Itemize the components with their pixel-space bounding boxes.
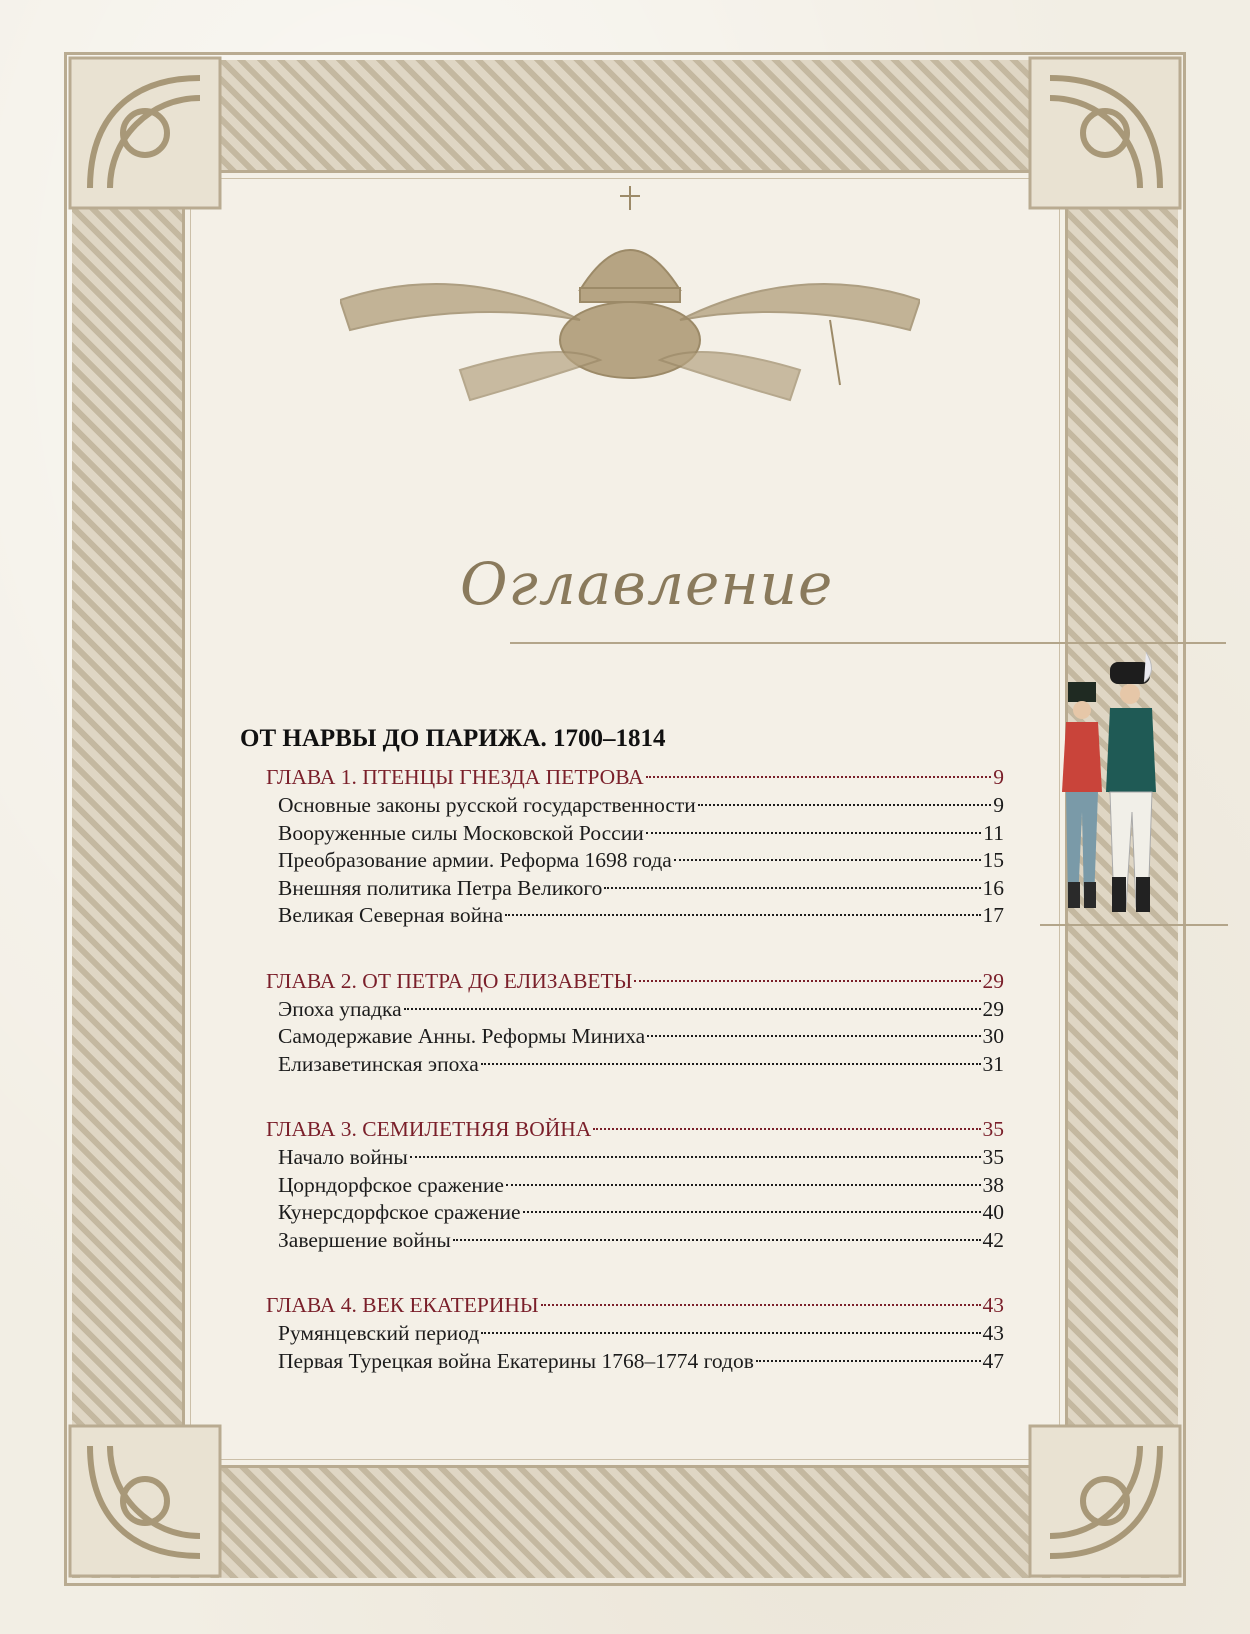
page-number: 31	[982, 1051, 1004, 1076]
chapter-block	[240, 1290, 1004, 1375]
page-number: 35	[982, 1145, 1004, 1169]
page-number: 15	[982, 848, 1004, 872]
crown-trophy-ornament-icon	[340, 170, 920, 410]
section-entry[interactable]	[240, 1348, 1004, 1376]
dot-leader	[481, 1063, 981, 1065]
section-title: Завершение войны	[278, 1227, 451, 1252]
page-title: Оглавление	[460, 550, 834, 618]
dot-leader	[541, 1304, 981, 1306]
page-number: 9	[993, 765, 1004, 789]
page-number: 9	[993, 793, 1004, 817]
chapter-entry[interactable]	[240, 762, 1004, 792]
dot-leader	[646, 832, 982, 834]
dot-leader	[646, 776, 992, 778]
section-entry[interactable]	[240, 820, 1004, 848]
page-number: 38	[982, 1172, 1004, 1197]
page-number: 47	[982, 1348, 1004, 1373]
heading-divider	[510, 642, 1226, 644]
dot-leader	[698, 804, 991, 806]
section-title: Первая Турецкая война Екатерины 1768–1774 годов	[278, 1348, 754, 1373]
section-title: Кунерсдорфское сражение	[278, 1200, 521, 1224]
dot-leader	[481, 1332, 980, 1334]
section-title: Великая Северная война	[278, 903, 504, 927]
page-number: 11	[983, 820, 1004, 845]
page-number: 43	[982, 1293, 1004, 1317]
section-title: Начало войны	[278, 1145, 408, 1169]
chapter-block	[240, 762, 1004, 930]
section-entry[interactable]	[240, 1227, 1004, 1255]
dot-leader	[647, 1035, 980, 1037]
dot-leader	[604, 887, 980, 889]
page-number: 17	[982, 903, 1004, 927]
section-entry[interactable]	[240, 996, 1004, 1024]
chapter-entry[interactable]	[240, 1114, 1004, 1144]
dot-leader	[505, 914, 980, 916]
corner-flourish-icon	[1020, 48, 1190, 218]
section-title: Эпоха упадка	[278, 996, 402, 1021]
section-entry[interactable]	[240, 1051, 1004, 1079]
section-title: Цорндорфское сражение	[278, 1172, 504, 1197]
table-of-contents	[240, 722, 1004, 1411]
dot-leader	[634, 980, 980, 982]
page-number: 30	[982, 1024, 1004, 1048]
section-entry[interactable]	[240, 792, 1004, 820]
corner-flourish-icon	[60, 1416, 230, 1586]
section-entry[interactable]	[240, 1172, 1004, 1200]
part-title: ОТ НАРВЫ ДО ПАРИЖА. 1700–1814	[240, 725, 666, 752]
chapter-block	[240, 1114, 1004, 1254]
section-title: Преобразование армии. Реформа 1698 года	[278, 848, 672, 872]
chapter-title: ГЛАВА 4. ВЕК ЕКАТЕРИНЫ	[266, 1293, 539, 1317]
page-number: 16	[982, 875, 1004, 900]
section-entry[interactable]	[240, 1144, 1004, 1172]
page-number: 29	[982, 996, 1004, 1021]
section-entry[interactable]	[240, 1199, 1004, 1227]
dot-leader	[453, 1239, 981, 1241]
page-number: 35	[982, 1117, 1004, 1141]
chapter-block	[240, 966, 1004, 1079]
page-number: 43	[982, 1321, 1004, 1345]
section-entry[interactable]	[240, 875, 1004, 903]
chapter-entry[interactable]	[240, 966, 1004, 996]
chapter-title: ГЛАВА 3. СЕМИЛЕТНЯЯ ВОЙНА	[266, 1117, 592, 1141]
page-number: 29	[982, 968, 1004, 993]
dot-leader	[593, 1128, 980, 1130]
page-number: 40	[982, 1200, 1004, 1224]
section-entry[interactable]	[240, 902, 1004, 930]
chapter-entry[interactable]	[240, 1290, 1004, 1320]
dot-leader	[756, 1360, 981, 1362]
corner-flourish-icon	[1020, 1416, 1190, 1586]
page-number: 42	[982, 1227, 1004, 1252]
dot-leader	[410, 1156, 981, 1158]
soldiers-illustration-icon	[1048, 652, 1200, 924]
chapter-title: ГЛАВА 1. ПТЕНЦЫ ГНЕЗДА ПЕТРОВА	[266, 765, 644, 789]
dot-leader	[506, 1184, 981, 1186]
dot-leader	[404, 1008, 981, 1010]
section-entry[interactable]	[240, 1320, 1004, 1348]
section-title: Румянцевский период	[278, 1321, 480, 1345]
dot-leader	[523, 1211, 981, 1213]
chapter-title: ГЛАВА 2. ОТ ПЕТРА ДО ЕЛИЗАВЕТЫ	[266, 968, 633, 993]
section-title: Внешняя политика Петра Великого	[278, 875, 603, 900]
section-title: Основные законы русской государственности	[278, 793, 696, 817]
dot-leader	[674, 859, 981, 861]
section-entry[interactable]	[240, 1023, 1004, 1051]
section-title: Вооруженные силы Московской России	[278, 820, 644, 845]
section-title: Елизаветинская эпоха	[278, 1051, 479, 1076]
illustration-divider	[1040, 924, 1228, 926]
corner-flourish-icon	[60, 48, 230, 218]
section-entry[interactable]	[240, 847, 1004, 875]
section-title: Самодержавие Анны. Реформы Миниха	[278, 1024, 646, 1048]
